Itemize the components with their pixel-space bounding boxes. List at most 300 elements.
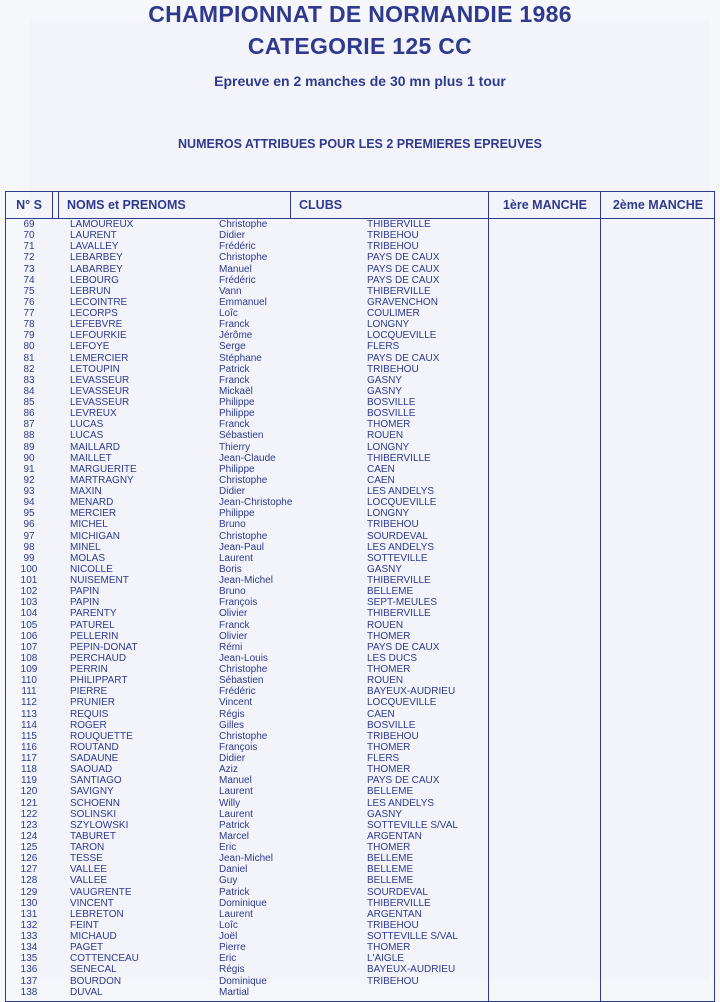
rider-number: 92 <box>23 474 35 486</box>
rider-firstname: Vincent <box>219 697 253 709</box>
rider-club: LOCQUEVILLE <box>367 697 437 709</box>
rider-number: 111 <box>21 686 37 698</box>
rider-club: FLERS <box>367 753 400 764</box>
rider-surname: PAPIN <box>70 597 100 609</box>
rider-club: THIBERVILLE <box>367 452 431 464</box>
rider-surname: LEFEBVRE <box>70 319 123 331</box>
riders-table <box>5 191 715 1002</box>
rider-number: 119 <box>21 775 37 787</box>
table-row <box>6 864 714 875</box>
rider-number: 96 <box>23 519 35 531</box>
rider-firstname: Willy <box>219 797 241 809</box>
rider-firstname: Sébastien <box>219 675 264 687</box>
rider-surname: SAOUAD <box>70 764 113 776</box>
rider-club: ARGENTAN <box>367 830 422 842</box>
rider-firstname: Mickaël <box>219 385 253 397</box>
rider-firstname: Sébastien <box>219 430 264 442</box>
rider-surname: TABURET <box>70 830 116 842</box>
rider-number: 123 <box>20 819 38 831</box>
rider-surname: MAILLET <box>70 452 112 464</box>
table-row <box>6 308 714 319</box>
table-row <box>6 809 714 820</box>
table-row <box>6 753 714 764</box>
rider-club: THOMER <box>367 942 411 954</box>
table-row <box>6 408 714 419</box>
rider-club: LOCQUEVILLE <box>367 330 437 342</box>
table-row <box>6 942 714 953</box>
rider-number: 112 <box>21 697 37 709</box>
rider-club: LONGNY <box>367 441 410 453</box>
rider-club: THOMER <box>367 664 411 675</box>
rider-number: 100 <box>20 563 38 575</box>
table-header <box>6 192 714 219</box>
rider-number: 134 <box>20 942 38 954</box>
rider-number: 116 <box>21 741 37 753</box>
table-row <box>6 364 714 375</box>
table-body <box>6 219 714 998</box>
rider-surname: LETOUPIN <box>70 363 120 375</box>
rider-firstname: Bruno <box>219 586 246 598</box>
rider-club: THIBERVILLE <box>367 285 431 297</box>
rider-surname: NICOLLE <box>70 563 113 575</box>
table-row <box>6 531 714 542</box>
table-row <box>6 519 714 530</box>
table-row <box>6 764 714 775</box>
rider-firstname: Christophe <box>219 730 268 742</box>
rider-firstname: Manuel <box>219 775 252 787</box>
rider-firstname: Laurent <box>219 786 253 798</box>
rider-surname: MICHEL <box>70 519 108 531</box>
rider-surname: LUCAS <box>70 430 104 442</box>
rider-firstname: Dominique <box>219 897 267 909</box>
table-row <box>6 575 714 586</box>
rider-club: ROUEN <box>367 619 404 631</box>
rider-club: THIBERVILLE <box>367 575 431 586</box>
rider-firstname: Olivier <box>219 608 248 620</box>
rider-club: BELLEME <box>367 586 414 598</box>
rider-surname: SADAUNE <box>70 753 119 764</box>
table-row <box>6 697 714 708</box>
rider-number: 108 <box>20 652 38 664</box>
table-row <box>6 375 714 386</box>
rider-surname: REQUIS <box>70 708 109 720</box>
rider-number: 69 <box>23 219 35 230</box>
rider-number: 137 <box>20 975 38 987</box>
rider-club: SOTTEVILLE S/VAL <box>367 931 458 942</box>
rider-number: 86 <box>23 408 35 420</box>
rider-surname: LAURENT <box>70 230 117 242</box>
rider-surname: LECORPS <box>70 308 118 319</box>
rider-surname: LEVASSEUR <box>70 397 130 408</box>
rider-number: 126 <box>20 853 38 865</box>
rider-surname: ROGER <box>70 719 107 731</box>
rider-number: 122 <box>20 808 38 820</box>
rider-number: 74 <box>23 274 35 286</box>
rider-club: PAYS DE CAUX <box>367 274 440 286</box>
table-row <box>6 887 714 898</box>
rider-number: 83 <box>23 374 35 386</box>
table-row <box>6 341 714 352</box>
rider-number: 114 <box>21 719 37 731</box>
page-title: CHAMPIONNAT DE NORMANDIE 1986 <box>148 1 572 27</box>
rider-number: 97 <box>23 530 35 542</box>
rider-firstname: Patrick <box>219 819 250 831</box>
rider-club: CAEN <box>367 474 395 486</box>
rider-club: LONGNY <box>367 319 410 331</box>
rider-club: ROUEN <box>367 675 404 687</box>
table-row <box>6 330 714 341</box>
rider-number: 89 <box>23 441 35 453</box>
table-row <box>6 252 714 263</box>
rider-firstname: Aziz <box>219 764 238 776</box>
rider-surname: LEBOURG <box>70 274 119 286</box>
rider-firstname: Loîc <box>219 308 238 319</box>
rider-firstname: Jean-Michel <box>219 853 273 865</box>
rider-club: BAYEUX-AUDRIEU <box>367 686 456 698</box>
rider-number: 135 <box>20 953 38 965</box>
rider-surname: MENARD <box>70 497 114 509</box>
table-row <box>6 675 714 686</box>
rider-number: 81 <box>23 352 35 364</box>
rider-number: 75 <box>23 285 35 297</box>
rider-firstname: Philippe <box>219 408 255 420</box>
table-row <box>6 620 714 631</box>
rider-surname: PRUNIER <box>70 697 116 709</box>
rider-firstname: Christophe <box>219 474 268 486</box>
rider-firstname: Jean-Claude <box>219 452 276 464</box>
category-title: CATEGORIE 125 CC <box>247 33 473 59</box>
rider-firstname: Eric <box>219 953 237 965</box>
rider-surname: PAPIN <box>70 586 100 598</box>
rider-club: LONGNY <box>367 508 410 520</box>
table-row <box>6 976 714 987</box>
rider-firstname: Emmanuel <box>219 296 267 308</box>
rider-surname: SAVIGNY <box>70 786 114 798</box>
rider-surname: LECOINTRE <box>70 296 128 308</box>
table-row <box>6 731 714 742</box>
rider-club: LES ANDELYS <box>367 541 435 553</box>
rider-number: 88 <box>23 430 35 442</box>
table-row <box>6 931 714 942</box>
rider-club: GASNY <box>367 808 403 820</box>
rider-club: PAYS DE CAUX <box>367 252 440 264</box>
table-row <box>6 987 714 998</box>
rider-surname: TARON <box>70 842 105 853</box>
rider-firstname: François <box>219 597 258 609</box>
rider-club: PAYS DE CAUX <box>367 775 440 787</box>
rider-surname: MARGUERITE <box>70 463 137 475</box>
rider-number: 118 <box>21 764 37 776</box>
rider-firstname: Pierre <box>219 942 246 954</box>
rider-surname: MAILLARD <box>70 441 121 453</box>
rider-surname: MOLAS <box>70 552 106 564</box>
table-row <box>6 786 714 797</box>
rider-firstname: Jérôme <box>219 330 253 342</box>
rider-surname: PELLERIN <box>70 630 119 642</box>
rider-surname: VAUGRENTE <box>70 886 132 898</box>
rider-surname: LUCAS <box>70 419 104 431</box>
rider-club: SOURDEVAL <box>367 530 428 542</box>
rider-surname: TESSE <box>70 853 103 865</box>
rider-surname: LABARBEY <box>70 263 123 275</box>
table-row <box>6 709 714 720</box>
table-row <box>6 664 714 675</box>
table-row <box>6 475 714 486</box>
table-row <box>6 397 714 408</box>
rider-club: THOMER <box>367 630 411 642</box>
rider-club: GASNY <box>367 385 403 397</box>
table-row <box>6 353 714 364</box>
rider-surname: LEBRUN <box>70 285 111 297</box>
table-caption: NUMEROS ATTRIBUES POUR LES 2 PREMIERES EPREUVES <box>178 137 542 151</box>
rider-firstname: Christophe <box>219 530 268 542</box>
rider-firstname: Didier <box>219 230 246 242</box>
table-row <box>6 642 714 653</box>
rider-surname: PERCHAUD <box>70 652 127 664</box>
table-row <box>6 297 714 308</box>
rider-number: 131 <box>20 908 38 920</box>
table-row <box>6 742 714 753</box>
rider-firstname: Christophe <box>219 664 268 675</box>
rider-surname: LEFOYE <box>70 341 110 353</box>
rider-number: 124 <box>20 830 38 842</box>
rider-club: LES ANDELYS <box>367 797 435 809</box>
table-row <box>6 953 714 964</box>
rider-surname: SZYLOWSKI <box>70 819 129 831</box>
rider-surname: DUVAL <box>70 986 103 998</box>
rider-number: 138 <box>20 986 38 998</box>
rider-surname: LEBARBEY <box>70 252 123 264</box>
table-row <box>6 419 714 430</box>
rider-firstname: Franck <box>219 619 250 631</box>
rider-number: 72 <box>23 252 35 264</box>
rider-firstname: Gilles <box>219 719 245 731</box>
rider-number: 77 <box>23 308 35 319</box>
rider-firstname: Didier <box>219 486 246 497</box>
table-row <box>6 898 714 909</box>
rider-number: 79 <box>23 330 35 342</box>
rider-club: CAEN <box>367 708 395 720</box>
table-row <box>6 542 714 553</box>
rider-firstname: Guy <box>219 875 238 887</box>
rider-club: TRIBEHOU <box>367 363 419 375</box>
rider-firstname: Frédéric <box>219 686 256 698</box>
rider-firstname: Joël <box>219 931 238 942</box>
rider-firstname: Daniel <box>219 864 248 876</box>
rider-number: 130 <box>20 897 38 909</box>
column-header-names: NOMS et PRENOMS <box>58 192 293 218</box>
rider-club: BOSVILLE <box>367 408 416 420</box>
rider-surname: PATUREL <box>70 619 115 631</box>
rider-firstname: Franck <box>219 374 250 386</box>
rider-firstname: Jean-Michel <box>219 575 273 586</box>
rider-club: GASNY <box>367 374 403 386</box>
rider-firstname: Manuel <box>219 263 252 275</box>
rider-number: 91 <box>23 463 35 475</box>
rider-club: THOMER <box>367 842 411 853</box>
rider-surname: NUISEMENT <box>70 575 129 586</box>
rider-firstname: Eric <box>219 842 237 853</box>
rider-surname: BOURDON <box>70 975 122 987</box>
rider-club: BOSVILLE <box>367 397 416 408</box>
rider-number: 82 <box>23 363 35 375</box>
rider-number: 105 <box>20 619 38 631</box>
rider-firstname: Loîc <box>219 919 238 931</box>
rider-firstname: Régis <box>219 964 245 976</box>
rider-firstname: Serge <box>219 341 246 353</box>
rider-firstname: Dominique <box>219 975 267 987</box>
table-row <box>6 219 714 230</box>
rider-club: LES DUCS <box>367 652 418 664</box>
rider-surname: MICHAUD <box>70 931 117 942</box>
table-row <box>6 241 714 252</box>
rider-surname: ROUTAND <box>70 741 119 753</box>
table-row <box>6 775 714 786</box>
rider-club: SEPT-MEULES <box>367 597 438 609</box>
rider-club: PAYS DE CAUX <box>367 352 440 364</box>
rider-firstname: Franck <box>219 319 250 331</box>
table-row <box>6 820 714 831</box>
rider-number: 103 <box>20 597 38 609</box>
rider-club: THOMER <box>367 419 411 431</box>
rider-club: TRIBEHOU <box>367 519 419 531</box>
table-row <box>6 686 714 697</box>
column-header-heat1: 1ère MANCHE <box>488 192 601 218</box>
rider-club: THOMER <box>367 741 411 753</box>
table-row <box>6 964 714 975</box>
rider-club: GRAVENCHON <box>367 296 438 308</box>
rider-number: 101 <box>20 575 38 586</box>
rider-firstname: Olivier <box>219 630 248 642</box>
rider-firstname: Philippe <box>219 463 255 475</box>
rider-number: 87 <box>23 419 35 431</box>
rider-club: PAYS DE CAUX <box>367 641 440 653</box>
table-row <box>6 564 714 575</box>
table-row <box>6 430 714 441</box>
rider-surname: LEFOURKIE <box>70 330 127 342</box>
rider-firstname: Régis <box>219 708 245 720</box>
rider-firstname: Thierry <box>219 441 251 453</box>
rider-surname: PERRIN <box>70 664 108 675</box>
table-row <box>6 442 714 453</box>
table-row <box>6 920 714 931</box>
rider-number: 136 <box>20 964 38 976</box>
rider-number: 110 <box>21 675 37 687</box>
rider-surname: PIERRE <box>70 686 108 698</box>
column-header-clubs: CLUBS <box>290 192 495 218</box>
rider-number: 95 <box>23 508 35 520</box>
rider-firstname: Jean-Christophe <box>219 497 293 509</box>
rider-surname: MINEL <box>70 541 101 553</box>
rider-club: COULIMER <box>367 308 420 319</box>
rider-club: TRIBEHOU <box>367 230 419 242</box>
rider-club: CAEN <box>367 463 395 475</box>
rider-club: FLERS <box>367 341 400 353</box>
rider-firstname: Christophe <box>219 219 268 230</box>
rider-surname: SCHOENN <box>70 797 121 809</box>
table-row <box>6 464 714 475</box>
rider-firstname: Philippe <box>219 397 255 408</box>
table-row <box>6 286 714 297</box>
rider-number: 104 <box>20 608 38 620</box>
rider-surname: LEVREUX <box>70 408 117 420</box>
rider-club: ARGENTAN <box>367 908 422 920</box>
rider-surname: VINCENT <box>70 897 114 909</box>
rider-club: SOTTEVILLE S/VAL <box>367 819 458 831</box>
rider-number: 80 <box>23 341 35 353</box>
rider-club: BELLEME <box>367 875 414 887</box>
rider-firstname: Martial <box>219 986 250 998</box>
rider-club: THIBERVILLE <box>367 219 431 230</box>
table-row <box>6 453 714 464</box>
rider-surname: VALLEE <box>70 875 108 887</box>
rider-number: 128 <box>20 875 38 887</box>
rider-club: TRIBEHOU <box>367 975 419 987</box>
rider-number: 109 <box>20 664 38 675</box>
column-header-number: N° S <box>6 192 53 218</box>
rider-number: 107 <box>20 641 38 653</box>
rider-firstname: Jean-Paul <box>219 541 265 553</box>
table-row <box>6 508 714 519</box>
table-row <box>6 909 714 920</box>
rider-surname: SOLINSKI <box>70 808 117 820</box>
rider-surname: SANTIAGO <box>70 775 122 787</box>
table-row <box>6 275 714 286</box>
rider-firstname: Laurent <box>219 908 253 920</box>
table-row <box>6 586 714 597</box>
rider-club: L'AIGLE <box>367 953 404 965</box>
rider-number: 133 <box>20 931 38 942</box>
rider-surname: MAXIN <box>70 486 102 497</box>
rider-firstname: Patrick <box>219 363 250 375</box>
rider-club: BELLEME <box>367 853 414 865</box>
rider-surname: MICHIGAN <box>70 530 120 542</box>
rider-club: PAYS DE CAUX <box>367 263 440 275</box>
rider-firstname: Patrick <box>219 886 250 898</box>
rider-firstname: Philippe <box>219 508 255 520</box>
rider-number: 121 <box>20 797 38 809</box>
rider-club: ROUEN <box>367 430 404 442</box>
rider-number: 85 <box>23 397 35 408</box>
rider-firstname: Frédéric <box>219 241 256 253</box>
rider-surname: COTTENCEAU <box>70 953 139 965</box>
rider-club: TRIBEHOU <box>367 919 419 931</box>
rider-firstname: Vann <box>219 285 242 297</box>
rider-number: 94 <box>23 497 35 509</box>
rider-number: 129 <box>20 886 38 898</box>
rider-number: 71 <box>23 241 35 253</box>
table-row <box>6 597 714 608</box>
rider-firstname: François <box>219 741 258 753</box>
rider-club: BAYEUX-AUDRIEU <box>367 964 456 976</box>
rider-firstname: Franck <box>219 419 250 431</box>
rider-club: BELLEME <box>367 786 414 798</box>
rider-club: BELLEME <box>367 864 414 876</box>
rider-firstname: Christophe <box>219 252 268 264</box>
table-row <box>6 831 714 842</box>
rider-number: 113 <box>21 708 37 720</box>
rider-surname: LAMOUREUX <box>70 219 134 230</box>
table-row <box>6 798 714 809</box>
table-row <box>6 608 714 619</box>
table-row <box>6 875 714 886</box>
rider-firstname: Bruno <box>219 519 246 531</box>
rider-number: 73 <box>23 263 35 275</box>
rider-surname: LEMERCIER <box>70 352 129 364</box>
rider-club: SOURDEVAL <box>367 886 428 898</box>
rider-number: 106 <box>20 630 38 642</box>
table-row <box>6 497 714 508</box>
